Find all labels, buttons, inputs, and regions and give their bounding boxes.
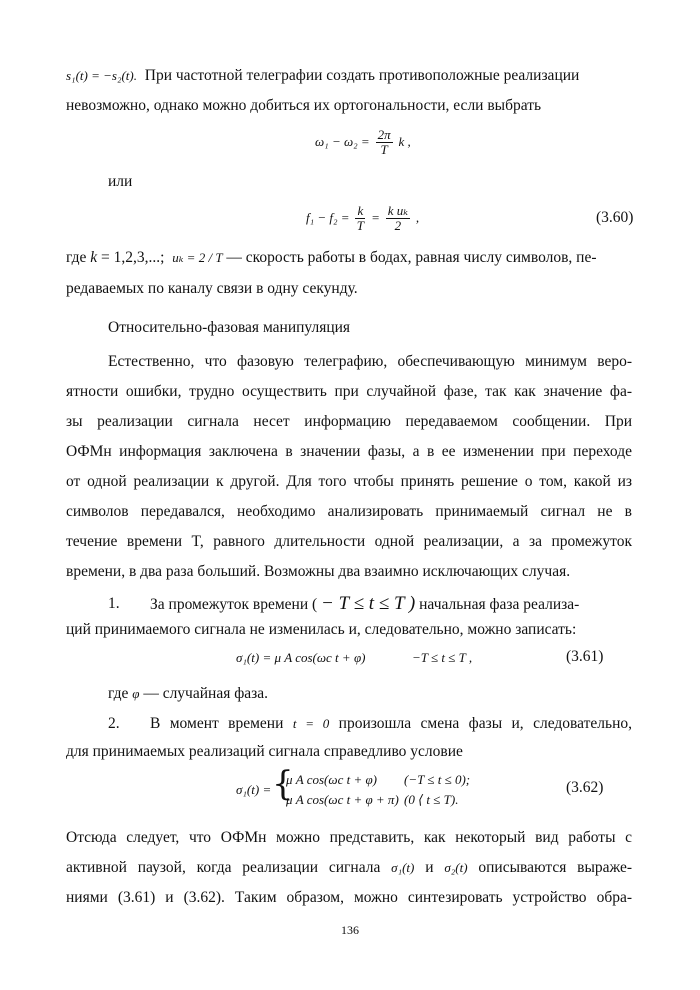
final-line-2-text-b: описываются выраже- [478, 859, 633, 876]
system-brace: { [272, 764, 294, 804]
paragraph-line-6: символов передавался, необходимо анализировать принимаемый сигнал не в [66, 503, 632, 520]
sigma1-range: −T ≤ t ≤ T , [412, 650, 473, 665]
system-row-2-formula: μ A cos(ωc t + φ + π) [286, 792, 399, 807]
system-row-2-range [404, 790, 458, 810]
text-line-k: где k = 1,2,3,...; uₖ = 2 / T — скорость работы в бодах, равная числу символов, пе- [66, 249, 597, 266]
equation-number-3-60: (3.60) [596, 209, 634, 226]
case-1-text-a: За промежуток времени ( [150, 596, 318, 613]
page-number: 136 [341, 923, 359, 937]
system-row-2 [286, 790, 399, 810]
equation-omega [315, 128, 411, 157]
final-line-2 [66, 858, 632, 878]
case-2-line-2: для принимаемых реализаций сигнала справедливо условие [66, 743, 463, 760]
f-lhs: f₁ − f₂ = [306, 210, 350, 226]
case-1-line [150, 594, 632, 615]
inline-formula-uk: uₖ = 2 / T [172, 250, 223, 265]
sigma1-formula: σ₁(t) = μ A cos(ωc t + φ) [236, 650, 366, 665]
text-line-1 [66, 66, 632, 86]
text-line-1-rest: При частотной телеграфии создать противоположные реализации [140, 67, 580, 84]
case-2-line [150, 714, 632, 734]
paragraph-line-8: времени, в два раза больший. Возможны два взаимно исключающих случая. [66, 563, 571, 580]
section-heading: Относительно-фазовая манипуляция [108, 319, 351, 336]
text-line-phi [108, 684, 674, 704]
final-line-2-and: и [425, 859, 434, 876]
text-line-k-rest: скорость работы в бодах, равная числу символов, пе- [245, 249, 597, 266]
case-2-text-a: В момент времени [150, 715, 284, 732]
omega-tail: k , [398, 134, 411, 150]
omega-fraction [376, 128, 393, 157]
system-row-1 [286, 770, 377, 790]
omega-denominator: T [380, 142, 388, 157]
inline-sigma1: σ₁(t) [391, 860, 415, 875]
case-2-number: 2. [108, 715, 120, 732]
final-line-3: ниями (3.61) и (3.62). Таким образом, можно синтезировать устройство обра- [66, 889, 632, 906]
case-1-line-2: ций принимаемого сигнала не изменилась и, следовательно, можно записать: [66, 621, 577, 638]
final-line-1: Отсюда следует, что ОФМн можно представить, как некоторый вид работы с [66, 829, 632, 846]
paragraph-line-2: ятности ошибки, трудно осуществить при случайной фазе, так как значение фа- [66, 383, 632, 400]
case-1-text-b: начальная фаза реализа- [419, 596, 580, 613]
system-row-1-range [404, 770, 470, 790]
paragraph-line-5: от одной реализации к другой. Для того чтобы принять решение о том, какой из [66, 473, 632, 490]
system-row-1-range-text: (−T ≤ t ≤ 0); [404, 772, 471, 787]
inline-phi: φ [132, 686, 140, 701]
f-denominator-1: T [356, 218, 364, 233]
text-where: где [108, 685, 129, 702]
system-row-1-formula: μ A cos(ωc t + φ) [286, 772, 377, 787]
paragraph-line-4: ОФМн информация заключена в значении фазы, а в ее изменении при переходе [66, 443, 632, 460]
inline-formula-s-relation: s₁(t) = −s₂(t). [66, 68, 137, 83]
text-line-2: невозможно, однако можно добиться их ортогональности, если выбрать [66, 97, 542, 114]
system-lhs: σ₁(t) = [236, 782, 272, 797]
system-row-2-range-text: (0 ⟨ t ≤ T). [404, 792, 459, 807]
text-random-phase: — случайная фаза. [143, 685, 269, 702]
omega-lhs: ω₁ − ω₂ = [315, 134, 370, 150]
text-line-bods: редаваемых по каналу связи в одну секунду. [66, 280, 358, 297]
paragraph-line-7: течение времени T, равного длительности одной реализации, а за промежуток [66, 533, 632, 550]
equation-number-3-62: (3.62) [566, 779, 604, 796]
f-fraction-1 [355, 204, 365, 233]
omega-numerator: 2π [377, 127, 391, 142]
paragraph-line-1: Естественно, что фазовую телеграфию, обеспечивающую минимум веро- [108, 353, 632, 370]
final-line-2-text-a: активной паузой, когда реализации сигнала [66, 859, 381, 876]
equation-sigma1 [236, 648, 365, 668]
f-numerator-2: k uₖ [387, 203, 409, 218]
f-numerator-1: k [357, 203, 364, 218]
equation-sigma1-range [412, 648, 472, 668]
f-denominator-2: 2 [394, 218, 402, 233]
dash: — [226, 249, 242, 266]
text-or: или [108, 173, 133, 190]
equation-frequency: f₁ − f₂ = $\frac{k}{T}$ = $\frac{\text{k uₖ}}{2}$ , [306, 203, 420, 233]
inline-sigma2: σ₂(t) [444, 860, 468, 875]
case-1-number: 1. [108, 595, 120, 612]
inline-formula-interval: − T ≤ t ≤ T ) [321, 593, 416, 614]
equation-system-lhs [236, 780, 271, 800]
inline-t-zero: t = 0 [292, 716, 330, 731]
equation-number-3-61: (3.61) [566, 648, 604, 665]
paragraph-line-3: зы реализации сигнала несет информацию передаваемом сообщении. При [66, 413, 632, 430]
case-2-text-b: произошла смена фазы и, следовательно, [338, 715, 632, 732]
f-fraction-2 [386, 204, 410, 233]
